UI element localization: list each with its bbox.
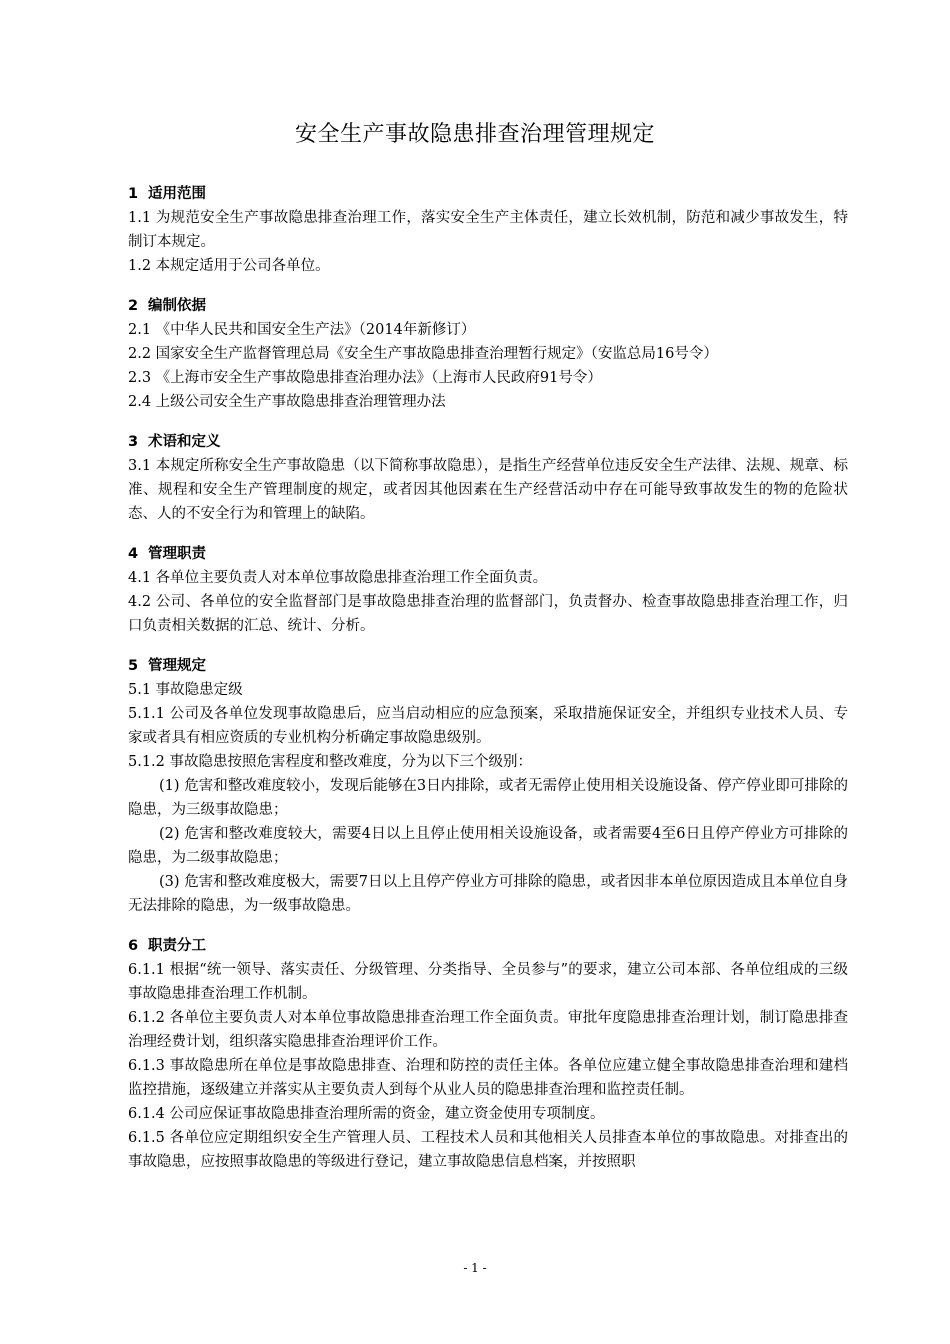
paragraph: 5.1 事故隐患定级	[128, 682, 243, 698]
paragraph: 1.2 本规定适用于公司各单位。	[128, 258, 330, 274]
section-heading	[128, 542, 848, 566]
section-heading	[128, 430, 848, 454]
section-title: 职责分工	[148, 938, 206, 954]
section-number: 5	[128, 658, 139, 674]
section-number: 4	[128, 546, 139, 562]
list-item: (3) 危害和整改难度极大，需要7日以上且停产停业方可排除的隐患，或者因非本单位原因造成且本单位自身无法排除的隐患，为一级事故隐患。	[128, 874, 848, 914]
paragraph: 4.2 公司、各单位的安全监督部门是事故隐患排查治理的监督部门，负责督办、检查事故隐患排查治理工作，归口负责相关数据的汇总、统计、分析。	[128, 594, 848, 634]
section-title: 适用范围	[148, 186, 206, 202]
paragraph: 1.1 为规范安全生产事故隐患排查治理工作，落实安全生产主体责任，建立长效机制，防范和减少事故发生，特制订本规定。	[128, 210, 848, 250]
section-heading	[128, 654, 848, 678]
paragraph: 6.1.3 事故隐患所在单位是事故隐患排查、治理和防控的责任主体。各单位应建立健全事故隐患排查治理和建档监控措施，逐级建立并落实从主要负责人到每个从业人员的隐患排查治理和监控责任制。	[128, 1058, 848, 1098]
paragraph: 6.1.1 根据“统一领导、落实责任、分级管理、分类指导、全员参与”的要求，建立公司本部、各单位组成的三级事故隐患排查治理工作机制。	[128, 962, 848, 1002]
paragraph: 6.1.4 公司应保证事故隐患排查治理所需的资金，建立资金使用专项制度。	[128, 1106, 605, 1122]
section-heading	[128, 934, 848, 958]
section-title: 术语和定义	[148, 434, 221, 450]
list-item: (1) 危害和整改难度较小，发现后能够在3日内排除，或者无需停止使用相关设施设备、停产停业即可排除的隐患，为三级事故隐患；	[128, 778, 848, 818]
page-title: 安全生产事故隐患排查治理管理规定	[294, 122, 655, 147]
section-2-basis	[128, 294, 848, 414]
section-5-regulations	[128, 654, 848, 918]
section-heading	[128, 182, 848, 206]
paragraph: 2.4 上级公司安全生产事故隐患排查治理管理办法	[128, 394, 446, 410]
section-title: 管理规定	[148, 658, 206, 674]
paragraph: 4.1 各单位主要负责人对本单位事故隐患排查治理工作全面负责。	[128, 570, 548, 586]
section-4-responsibilities	[128, 542, 848, 638]
page-number: - 1 -	[463, 1261, 487, 1275]
section-6-division-of-duties	[128, 934, 848, 1174]
section-title: 编制依据	[148, 298, 206, 314]
section-number: 2	[128, 298, 139, 314]
paragraph: 5.1.2 事故隐患按照危害程度和整改难度，分为以下三个级别：	[128, 754, 533, 770]
document-body	[128, 182, 848, 1190]
section-number: 6	[128, 938, 139, 954]
paragraph: 3.1 本规定所称安全生产事故隐患（以下简称事故隐患），是指生产经营单位违反安全生产法律、法规、规章、标准、规程和安全生产管理制度的规定，或者因其他因素在生产经营活动中存在可能导致事故发生的物的危险状态、人的不安全行为和管理上的缺陷。	[128, 458, 848, 522]
paragraph: 6.1.5 各单位应定期组织安全生产管理人员、工程技术人员和其他相关人员排查本单位的事故隐患。对排查出的事故隐患，应按照事故隐患的等级进行登记，建立事故隐患信息档案，并按照职	[128, 1130, 848, 1170]
paragraph: 2.2 国家安全生产监督管理总局《安全生产事故隐患排查治理暂行规定》（安监总局16号令）	[128, 346, 718, 362]
section-title: 管理职责	[148, 546, 206, 562]
section-number: 3	[128, 434, 139, 450]
paragraph: 6.1.2 各单位主要负责人对本单位事故隐患排查治理工作全面负责。审批年度隐患排查治理计划，制订隐患排查治理经费计划，组织落实隐患排查治理评价工作。	[128, 1010, 848, 1050]
paragraph: 5.1.1 公司及各单位发现事故隐患后，应当启动相应的应急预案，采取措施保证安全，并组织专业技术人员、专家或者具有相应资质的专业机构分析确定事故隐患级别。	[128, 706, 848, 746]
section-1-scope	[128, 182, 848, 278]
list-item: (2) 危害和整改难度较大，需要4日以上且停止使用相关设施设备，或者需要4至6日且停产停业方可排除的隐患，为二级事故隐患；	[128, 826, 848, 866]
section-number: 1	[128, 186, 139, 202]
section-3-definitions	[128, 430, 848, 526]
section-heading	[128, 294, 848, 318]
paragraph: 2.1 《中华人民共和国安全生产法》（2014年新修订）	[128, 322, 476, 338]
paragraph: 2.3 《上海市安全生产事故隐患排查治理办法》（上海市人民政府91号令）	[128, 370, 602, 386]
